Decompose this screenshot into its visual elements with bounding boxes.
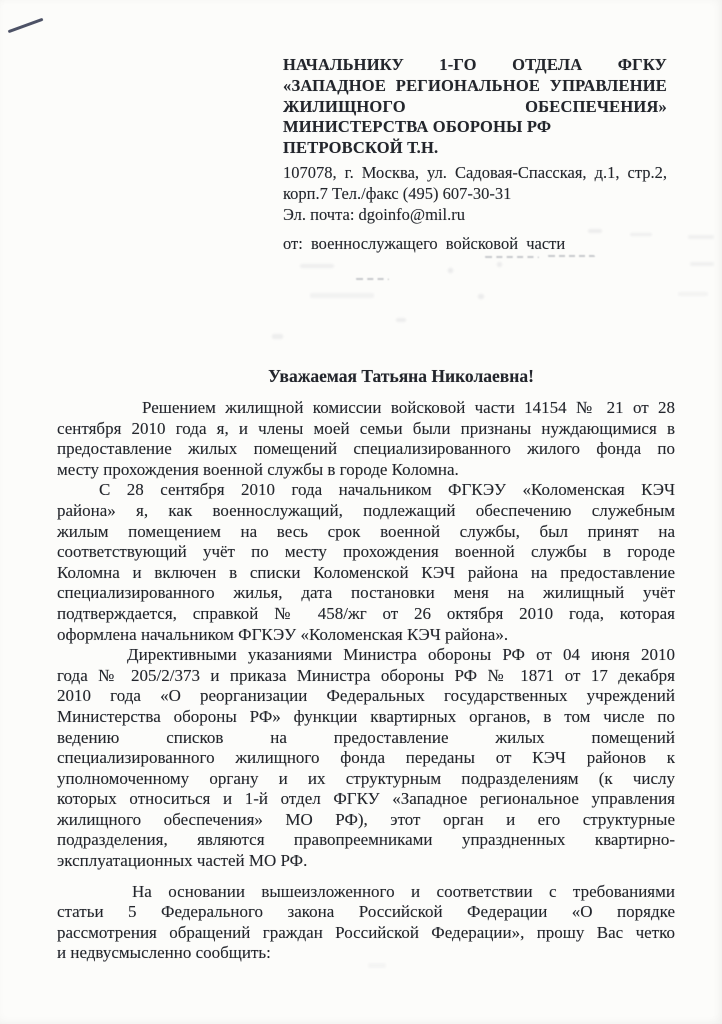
recipient-line: «ЗАПАДНОЕ РЕГИОНАЛЬНОЕ УПРАВЛЕНИЕ <box>283 75 667 95</box>
address-line: 107078, г. Москва, ул. Садовая-Спасская, д.1, стр.2, <box>283 162 667 182</box>
text-line: подтверждается, справкой № 458/жг от 26 октября 2010 года, которая <box>57 603 675 623</box>
recipient-block <box>283 55 667 255</box>
text-line: Коломна и включен в списки Коломенской КЭЧ района на предоставление <box>57 562 675 582</box>
redaction-smudge <box>484 256 539 261</box>
text-line: жилым помещением на весь срок военной службы, был принят на <box>57 521 675 541</box>
redaction-smudge <box>310 293 374 298</box>
text-line: Директивными указаниями Министра обороны РФ от 04 июня 2010 <box>127 645 675 665</box>
paragraph-3 <box>57 645 675 872</box>
salutation: Уважаемая Татьяна Николаевна! <box>268 366 534 386</box>
address-line: корп.7 Тел./факс (495) 607-30-31 <box>283 183 512 203</box>
text-line: соответствующий учёт по месту прохождения военной службы в городе <box>57 542 675 562</box>
redaction-smudge <box>630 233 652 236</box>
recipient-line: ЖИЛИЩНОГО ОБЕСПЕЧЕНИЯ» <box>283 96 667 116</box>
text-line: которых относиться и 1-й отдел ФГКУ «Западное региональное управления <box>57 789 675 809</box>
letter-body <box>57 398 675 964</box>
redaction-smudge <box>478 294 484 299</box>
text-line: Решением жилищной комиссии войсковой части 14154 № 21 от 28 <box>142 398 675 417</box>
text-line: специализированного жилья, дата постановки меня на жилищный учёт <box>57 583 675 603</box>
text-line: рассмотрения обращений граждан Российской Федерации», прошу Вас четко <box>57 922 675 942</box>
recipient-line: ПЕТРОВСКОЙ Т.Н. <box>283 138 439 158</box>
sender-from-line: от: военнослужащего войсковой части <box>283 234 566 254</box>
text-line: С 28 сентября 2010 года начальником ФГКЭУ «Коломенская КЭЧ <box>99 480 675 500</box>
pen-stroke-mark <box>8 18 44 33</box>
text-line: предоставление жилых помещений специализированного жилого фонда по <box>57 439 675 459</box>
text-line: и недвусмысленно сообщить: <box>57 943 271 963</box>
text-line: оформлена начальником ФГКЭУ «Коломенская КЭЧ района». <box>57 624 509 644</box>
redaction-smudge <box>588 229 602 233</box>
recipient-address <box>283 163 667 225</box>
text-line: сентября 2010 года я, и члены моей семьи были признаны нуждающимися в <box>57 418 675 438</box>
redaction-smudge <box>497 262 502 267</box>
text-line: Министерства обороны РФ» функции квартирных органов, в том числе по <box>57 706 675 726</box>
text-line: эксплуатационных частей МО РФ. <box>57 851 308 871</box>
text-line: специализированного жилищного фонда переданы от КЭЧ районов к <box>57 748 675 768</box>
text-line: месту прохождения военной службы в городе Коломна. <box>57 459 459 479</box>
redaction-smudge <box>396 318 406 322</box>
text-line: подразделения, являются правопреемниками упраздненных квартирно- <box>57 830 675 850</box>
redaction-smudge <box>272 334 283 339</box>
address-line: Эл. почта: dgoinfo@mil.ru <box>283 204 465 224</box>
text-line: года № 205/2/373 и приказа Министра обороны РФ № 1871 от 17 декабря <box>57 665 675 685</box>
text-line: 2010 года «О реорганизации Федеральных государственных учреждений <box>57 686 675 706</box>
redaction-smudge <box>355 278 389 283</box>
text-line: На основании вышеизложенного и соответствии с требованиями <box>132 881 675 901</box>
text-line: уполномоченному органу и их структурным подразделениям (к числу <box>57 768 675 788</box>
paragraph-2 <box>57 480 675 645</box>
redaction-smudge <box>690 262 714 266</box>
text-line: статьи 5 Федерального закона Российской Федерации «О порядке <box>57 902 675 922</box>
text-line: ведению списков на предоставление жилых помещений <box>57 727 675 747</box>
recipient-line: МИНИСТЕРСТВА ОБОРОНЫ РФ <box>283 117 552 137</box>
paragraph-4 <box>57 882 675 964</box>
redaction-smudge <box>547 255 595 260</box>
paragraph-1 <box>57 398 675 480</box>
redaction-smudge <box>678 292 708 296</box>
recipient-line: НАЧАЛЬНИКУ 1-ГО ОТДЕЛА ФГКУ <box>283 55 667 74</box>
redaction-smudge <box>300 264 334 268</box>
redaction-smudge <box>688 235 714 239</box>
redaction-smudge <box>448 268 453 273</box>
text-line: района» я, как военнослужащий, подлежащий обеспечению служебным <box>57 500 675 520</box>
text-line: жилищного обеспечения» МО РФ), этот орган и его структурные <box>57 809 675 829</box>
recipient-heading <box>283 55 667 159</box>
